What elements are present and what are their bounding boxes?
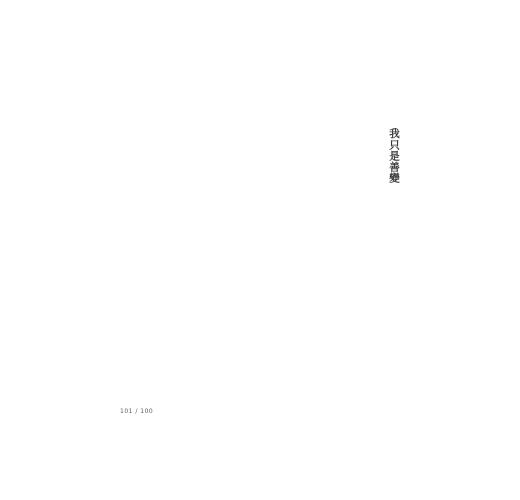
page-number: 101 / 100 xyxy=(120,408,154,415)
section-heading: 我只是善變 xyxy=(388,128,400,184)
vertical-text-block xyxy=(118,128,408,446)
